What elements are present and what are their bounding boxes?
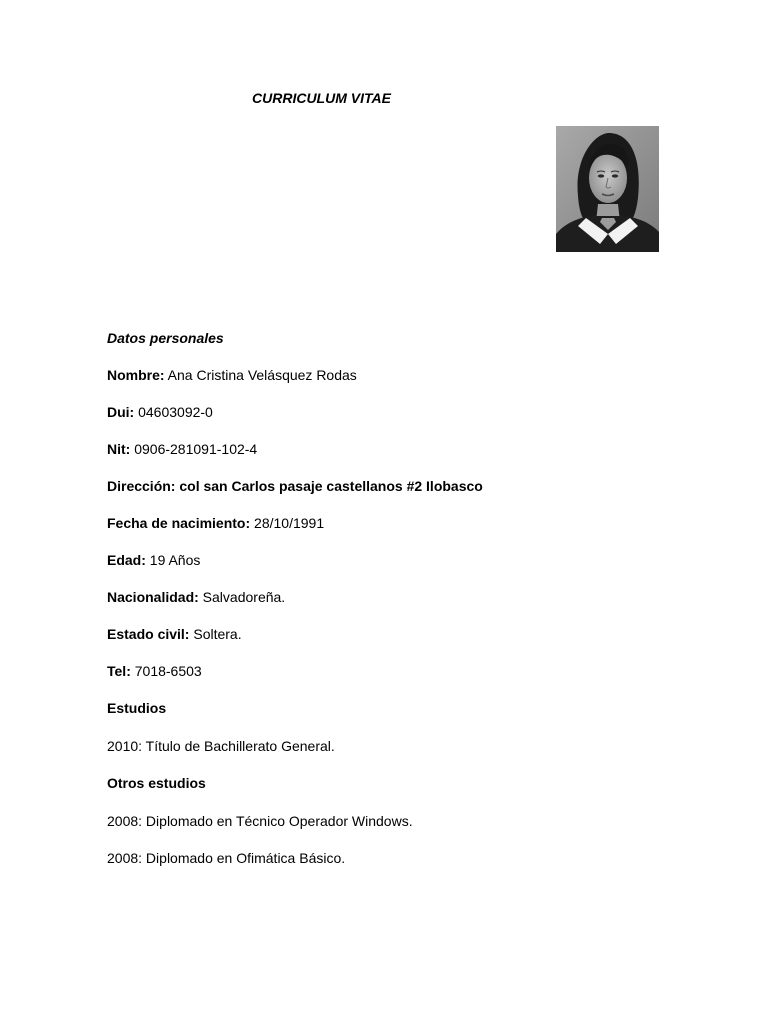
field-value: Salvadoreña. <box>198 589 286 605</box>
other-study-item <box>107 849 345 867</box>
field-nit <box>107 440 257 458</box>
field-label: Dui: <box>107 404 135 420</box>
portrait-image <box>556 126 659 252</box>
field-fecha-nacimiento <box>107 514 324 532</box>
field-edad <box>107 551 200 569</box>
field-estado-civil <box>107 625 242 643</box>
study-year: 2008: <box>107 850 143 866</box>
field-value: Ana Cristina Velásquez Rodas <box>164 367 357 383</box>
field-label: Nit: <box>107 441 131 457</box>
field-label: Estado civil: <box>107 626 190 642</box>
field-value: 0906-281091-102-4 <box>130 441 258 457</box>
study-text: Título de Bachillerato General. <box>142 738 335 754</box>
field-value: 04603092-0 <box>134 404 213 420</box>
field-label: Fecha de nacimiento: <box>107 515 251 531</box>
field-label: Nombre: <box>107 367 165 383</box>
field-label: Nacionalidad: <box>107 589 199 605</box>
study-text: Diplomado en Técnico Operador Windows. <box>142 813 413 829</box>
field-nombre <box>107 366 357 384</box>
field-label: Dirección: col san Carlos pasaje castellanos #2 Ilobasco <box>107 478 483 494</box>
study-item <box>107 737 335 755</box>
field-dui <box>107 403 213 421</box>
field-label: Tel: <box>107 663 131 679</box>
section-heading-studies: Estudios <box>107 700 167 716</box>
section-heading-personal: Datos personales <box>107 330 224 346</box>
field-value: 19 Años <box>145 552 201 568</box>
field-value: 7018-6503 <box>130 663 202 679</box>
document-title: CURRICULUM VITAE <box>252 90 391 106</box>
study-year: 2008: <box>107 813 143 829</box>
field-value: 28/10/1991 <box>250 515 325 531</box>
field-direccion <box>107 477 483 495</box>
study-year: 2010: <box>107 738 143 754</box>
section-heading-other-studies: Otros estudios <box>107 775 206 791</box>
field-value: Soltera. <box>189 626 242 642</box>
study-text: Diplomado en Ofimática Básico. <box>142 850 346 866</box>
field-label: Edad: <box>107 552 146 568</box>
field-nacionalidad <box>107 588 285 606</box>
field-tel <box>107 662 202 680</box>
other-study-item <box>107 812 413 830</box>
profile-photo <box>556 126 659 252</box>
